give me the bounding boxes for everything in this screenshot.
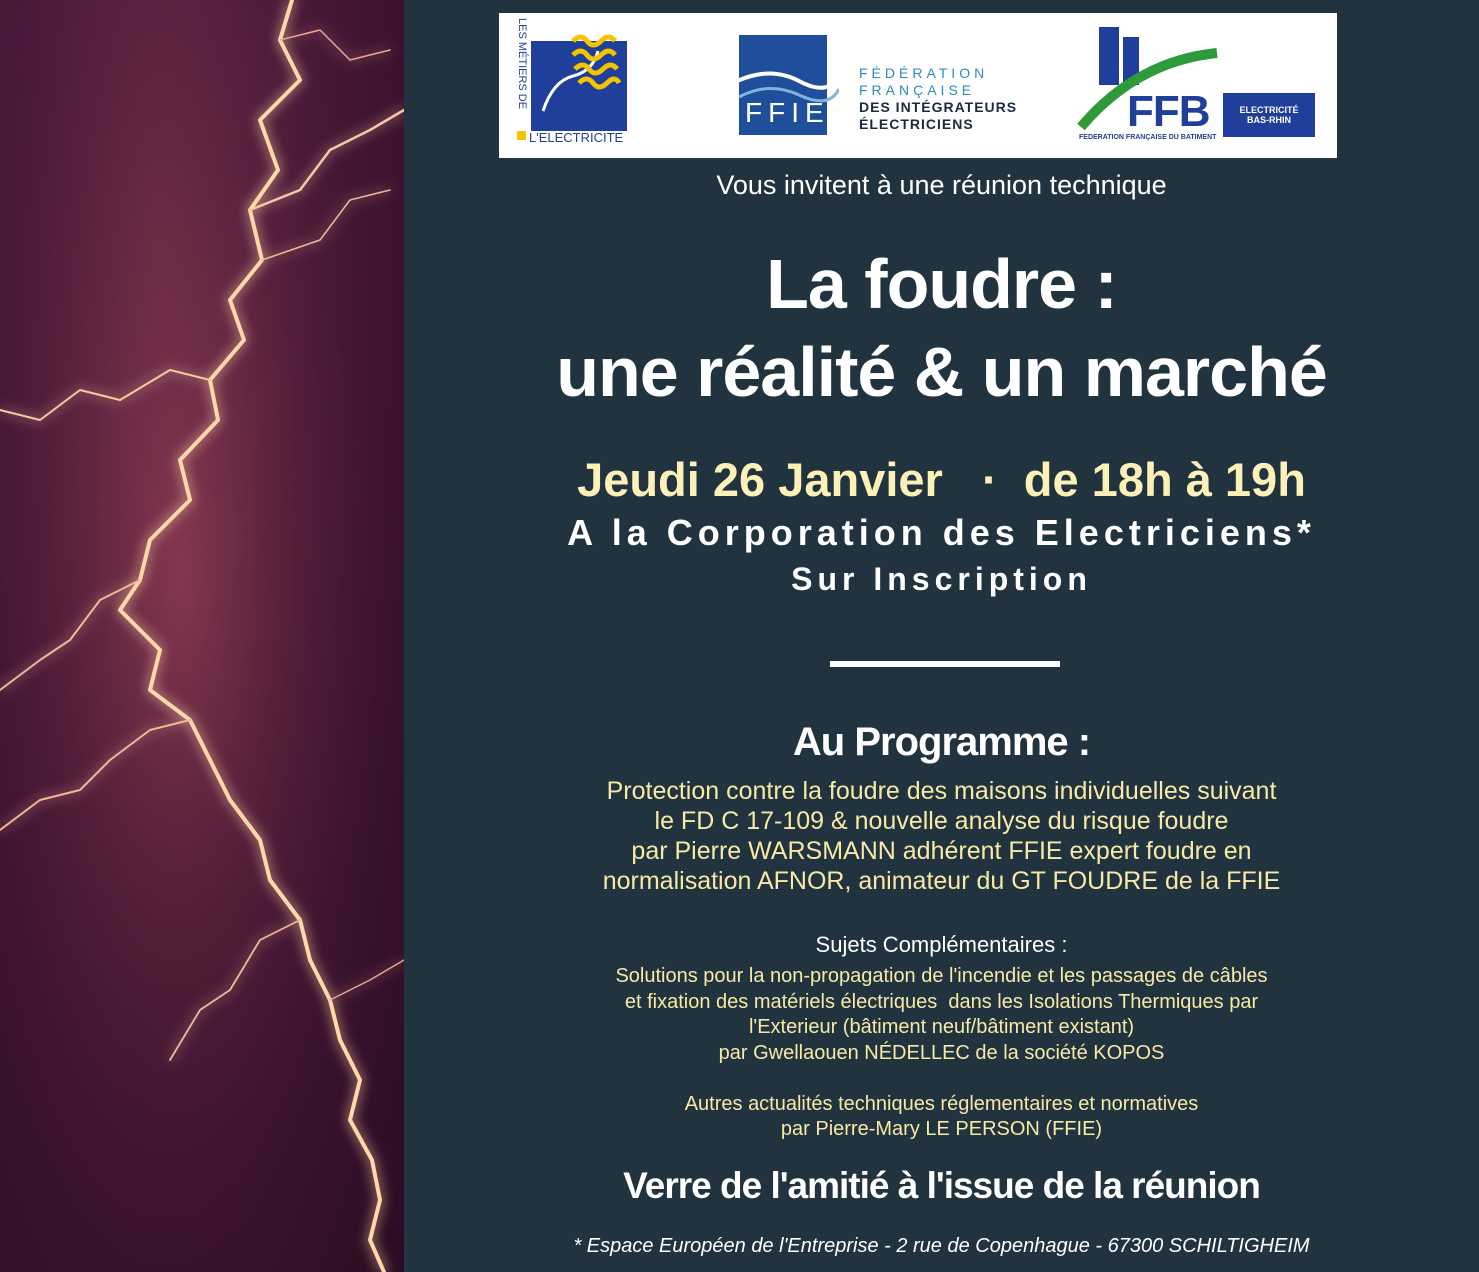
divider: [830, 661, 1060, 667]
ffb-box-line-1: ELECTRICITÉ: [1239, 105, 1299, 115]
event-title: [404, 240, 1479, 416]
sujets-line: et fixation des matériels électriques dans les Isolations Thermiques par: [624, 990, 1259, 1013]
registration-note: Sur Inscription: [791, 561, 1092, 597]
closing-drink-note: Verre de l'amitié à l'issue de la réunion: [623, 1165, 1260, 1206]
ffie-line-3: DES INTÉGRATEURS: [859, 99, 1018, 115]
event-title-line-1: La foudre :: [766, 245, 1117, 323]
metiers-text: L'ELECTRICITE: [529, 130, 624, 145]
sujets-text: [404, 964, 1479, 1066]
event-location: A la Corporation des Electriciens*: [567, 512, 1316, 553]
sujets-heading: Sujets Complémentaires :: [815, 932, 1068, 957]
programme-line: le FD C 17-109 & nouvelle analyse du risque foudre: [654, 807, 1229, 835]
event-title-line-2: une réalité & un marché: [556, 333, 1327, 411]
logo-band: [499, 13, 1337, 158]
autres-line: par Pierre-Mary LE PERSON (FFIE): [780, 1118, 1103, 1140]
ffb-logo: [1077, 21, 1322, 151]
ffb-subtitle: FEDERATION FRANÇAISE DU BATIMENT: [1079, 134, 1217, 141]
invitation-text: Vous invitent à une réunion technique: [716, 170, 1167, 200]
metiers-logo-icon: [513, 21, 633, 146]
metiers-electricite-logo: [513, 18, 633, 146]
ffie-line-4: ÉLECTRICIENS: [859, 116, 974, 132]
lightning-photo: [0, 0, 404, 1272]
content-panel: [404, 0, 1479, 1272]
event-date-time: Jeudi 26 Janvier · de 18h à 19h: [577, 453, 1306, 506]
programme-line: normalisation AFNOR, animateur du GT FOUDRE de la FFIE: [602, 867, 1281, 895]
ffie-mark-text: FFIE: [745, 97, 830, 128]
sujets-line: l'Exterieur (bâtiment neuf/bâtiment existant): [748, 1016, 1135, 1038]
ffie-logo: [739, 35, 1029, 145]
ffb-mark: FFB: [1127, 87, 1210, 136]
sujets-line: par Gwellaouen NÉDELLEC de la société KOPOS: [718, 1041, 1165, 1064]
ffie-line-2: FRANÇAISE: [859, 82, 976, 98]
address-footnote: * Espace Européen de l'Entreprise - 2 rue de Copenhague - 67300 SCHILTIGHEIM: [573, 1235, 1310, 1257]
programme-heading: Au Programme :: [792, 720, 1091, 764]
autres-text: [404, 1092, 1479, 1142]
lightning-bolt-icon: [0, 0, 404, 1272]
ffb-box-line-2: BAS-RHIN: [1247, 115, 1291, 125]
metiers-side-text: LES MÉTIERS DE: [516, 18, 528, 110]
autres-line: Autres actualités techniques réglementaires et normatives: [684, 1093, 1199, 1115]
ffie-line-1: FÉDÉRATION: [859, 65, 989, 81]
sujets-line: Solutions pour la non-propagation de l'incendie et les passages de câbles: [615, 965, 1268, 987]
programme-line: Protection contre la foudre des maisons individuelles suivant: [606, 777, 1277, 805]
programme-line: par Pierre WARSMANN adhérent FFIE expert foudre en: [631, 837, 1252, 865]
programme-text: [404, 776, 1479, 896]
